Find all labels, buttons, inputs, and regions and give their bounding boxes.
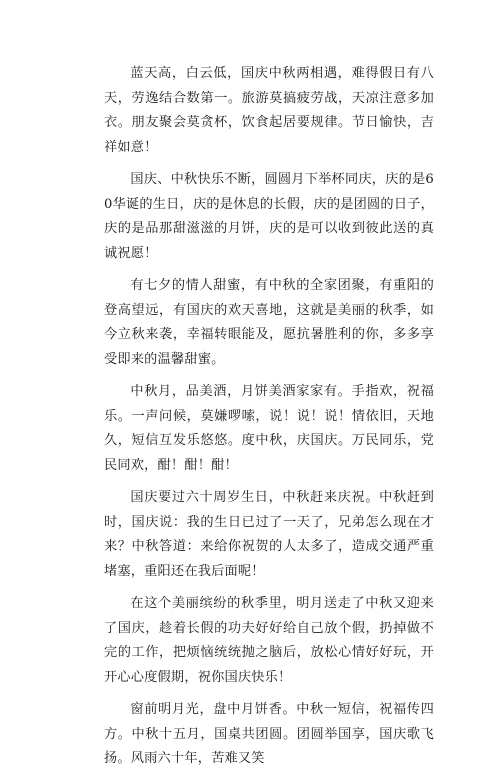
- paragraph-5: 国庆要过六十周岁生日，中秋赶来庆祝。中秋赶到时，国庆说：我的生日已过了一天了，兄弟怎么现在才来？中秋答道：来给你祝贺的人太多了，造成交通严重堵塞，重阳还在我后面呢！: [104, 490, 434, 579]
- paragraph-2: 国庆、中秋快乐不断，圆圆月下举杯同庆，庆的是60华诞的生日，庆的是休息的长假，庆的是团圆的日子，庆的是品那甜滋滋的月饼，庆的是可以收到彼此送的真诚祝愿！: [104, 172, 434, 261]
- paragraph-4: 中秋月，品美酒，月饼美酒家家有。手指欢，祝福乐。一声问候，莫嫌啰嗦，说！说！说！情依旧，天地久，短信互发乐悠悠。度中秋，庆国庆。万民同乐，党民同欢，酣！酣！酣！: [104, 384, 434, 473]
- paragraph-6: 在这个美丽缤纷的秋季里，明月送走了中秋又迎来了国庆，趁着长假的功夫好好给自己放个假，扔掉做不完的工作，把烦恼统统抛之脑后，放松心情好好玩，开开心心度假期，祝你国庆快乐！: [104, 596, 434, 685]
- paragraph-3: 有七夕的情人甜蜜，有中秋的全家团聚，有重阳的登高望远，有国庆的欢天喜地，这就是美丽的秋季，如今立秋来袭，幸福转眼能及，愿抗暑胜利的你，多多享受即来的温馨甜蜜。: [104, 278, 434, 367]
- paragraph-1: 蓝天高，白云低，国庆中秋两相遇，难得假日有八天，劳逸结合数第一。旅游莫搞疲劳战，天凉注意多加衣。朋友聚会莫贪杯，饮食起居要规律。节日愉快，吉祥如意！: [104, 66, 434, 155]
- paragraph-7: 窗前明月光，盘中月饼香。中秋一短信，祝福传四方。中秋十五月，国桌共团圆。团圆举国享，国庆歌飞扬。风雨六十年，苦难又笑: [104, 702, 434, 766]
- document-body: [104, 62, 434, 780]
